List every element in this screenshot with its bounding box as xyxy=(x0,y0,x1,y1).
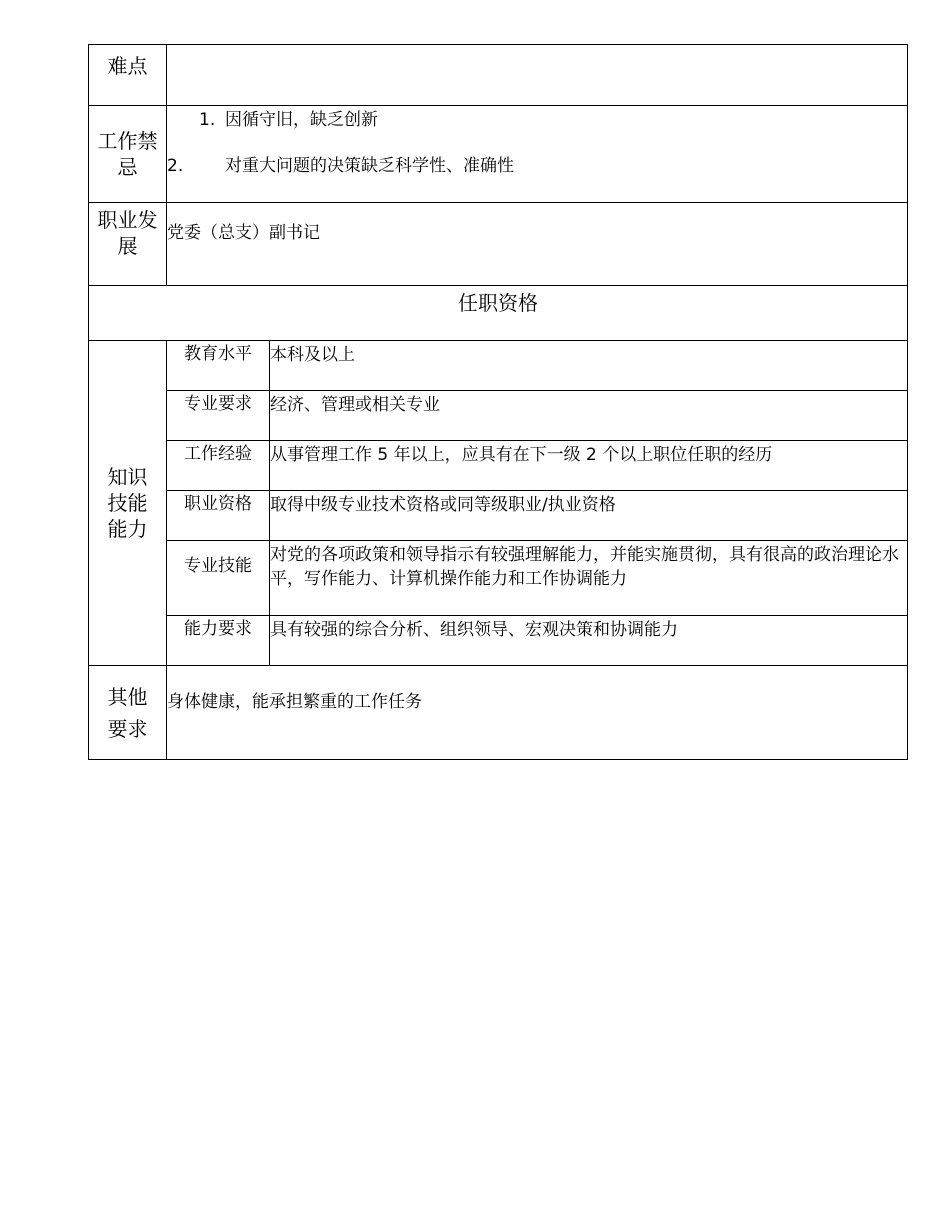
sub-label: 工作经验 xyxy=(167,441,270,491)
sub-label: 专业技能 xyxy=(167,541,270,616)
row-difficulty xyxy=(89,45,908,106)
sub-value: 取得中级专业技术资格或同等级职业/执业资格 xyxy=(270,491,908,541)
sub-value: 从事管理工作 5 年以上，应具有在下一级 2 个以上职位任职的经历 xyxy=(270,441,908,491)
label-career: 职业发展 xyxy=(89,203,167,286)
row-knowledge xyxy=(89,441,908,491)
row-qualification-title xyxy=(89,286,908,341)
value-career: 党委（总支）副书记 xyxy=(167,203,908,286)
list-number: 2. xyxy=(167,156,184,176)
row-other xyxy=(89,666,908,760)
row-knowledge xyxy=(89,391,908,441)
row-career xyxy=(89,203,908,286)
list-number: 1. xyxy=(199,110,216,130)
sub-value: 对党的各项政策和领导指示有较强理解能力，并能实施贯彻，具有很高的政治理论水平，写作能力、计算机操作能力和工作协调能力 xyxy=(270,541,908,616)
section-title: 任职资格 xyxy=(89,286,908,341)
sub-value: 具有较强的综合分析、组织领导、宏观决策和协调能力 xyxy=(270,616,908,666)
sub-value: 本科及以上 xyxy=(270,341,908,391)
label-taboo xyxy=(89,106,167,203)
row-taboo xyxy=(89,106,908,203)
value-taboo xyxy=(167,106,908,203)
label-taboo-text: 工作禁忌 xyxy=(97,129,158,179)
row-knowledge xyxy=(89,491,908,541)
row-knowledge xyxy=(89,616,908,666)
value-other: 身体健康，能承担繁重的工作任务 xyxy=(167,666,908,760)
sub-value: 经济、管理或相关专业 xyxy=(270,391,908,441)
label-difficulty: 难点 xyxy=(89,45,167,106)
list-item xyxy=(167,108,907,132)
list-text: 因循守旧，缺乏创新 xyxy=(225,110,378,130)
list-item xyxy=(167,154,907,178)
label-other: 其他要求 xyxy=(89,666,167,760)
list-text: 对重大问题的决策缺乏科学性、准确性 xyxy=(225,156,514,176)
sub-label: 能力要求 xyxy=(167,616,270,666)
label-knowledge: 知识技能能力 xyxy=(89,341,167,666)
sub-label: 专业要求 xyxy=(167,391,270,441)
sub-label: 教育水平 xyxy=(167,341,270,391)
job-description-table xyxy=(88,44,908,760)
sub-label: 职业资格 xyxy=(167,491,270,541)
row-knowledge xyxy=(89,341,908,391)
row-knowledge xyxy=(89,541,908,616)
value-difficulty xyxy=(167,45,908,106)
